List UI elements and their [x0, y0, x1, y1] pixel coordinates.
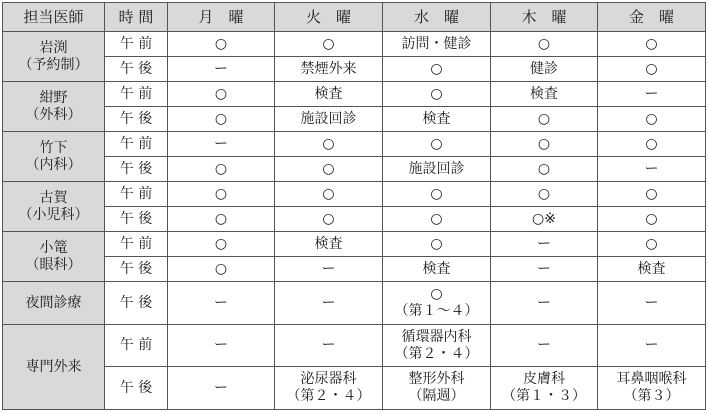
schedule-cell: ○	[168, 157, 275, 182]
header-time: 時 間	[105, 3, 168, 32]
schedule-cell: 泌尿器科 （第２・４）	[275, 367, 383, 410]
schedule-cell: ○	[168, 32, 275, 57]
period-cell: 午 後	[105, 257, 168, 282]
schedule-cell: 施設回診	[275, 107, 383, 132]
table-row	[3, 182, 706, 207]
schedule-cell: 検査	[275, 82, 383, 107]
schedule-cell: 健診	[491, 57, 598, 82]
schedule-cell: ー	[275, 325, 383, 367]
schedule-cell: 検査	[491, 82, 598, 107]
period-cell: 午 後	[105, 107, 168, 132]
schedule-cell: ー	[598, 282, 706, 325]
schedule-cell: ○	[168, 82, 275, 107]
table-row	[3, 157, 706, 182]
doctor-name: 竹下 （内科）	[3, 132, 105, 182]
schedule-cell: ○	[598, 232, 706, 257]
schedule-cell: ○	[168, 207, 275, 232]
table-row	[3, 325, 706, 367]
schedule-cell: ○	[491, 32, 598, 57]
schedule-cell: ー	[598, 325, 706, 367]
period-cell: 午 前	[105, 325, 168, 367]
schedule-cell: 整形外科 （隔週）	[383, 367, 491, 410]
schedule-cell: 施設回診	[383, 157, 491, 182]
period-cell: 午 後	[105, 367, 168, 410]
schedule-cell: ○	[491, 157, 598, 182]
schedule-cell: 検査	[383, 257, 491, 282]
schedule-cell: ー	[168, 57, 275, 82]
period-cell: 午 前	[105, 32, 168, 57]
header-wednesday: 水 曜	[383, 3, 491, 32]
schedule-cell: ー	[491, 282, 598, 325]
schedule-cell: ○	[598, 182, 706, 207]
period-cell: 午 前	[105, 132, 168, 157]
period-cell: 午 後	[105, 57, 168, 82]
schedule-cell: ○※	[491, 207, 598, 232]
schedule-cell: ○	[168, 257, 275, 282]
table-row	[3, 32, 706, 57]
schedule-cell: ○	[383, 82, 491, 107]
schedule-cell: ○	[598, 132, 706, 157]
doctor-name: 小篭 （眼科）	[3, 232, 105, 282]
schedule-cell: ー	[491, 232, 598, 257]
schedule-cell: ー	[168, 282, 275, 325]
schedule-cell: ○	[491, 107, 598, 132]
schedule-cell: ー	[491, 325, 598, 367]
schedule-cell: ○	[383, 207, 491, 232]
table-row	[3, 367, 706, 410]
schedule-cell: ○	[383, 132, 491, 157]
schedule-cell: ○	[275, 182, 383, 207]
schedule-cell: ー	[168, 325, 275, 367]
table-row	[3, 132, 706, 157]
table-row	[3, 207, 706, 232]
header-friday: 金 曜	[598, 3, 706, 32]
header-thursday: 木 曜	[491, 3, 598, 32]
schedule-cell: 皮膚科 （第１・３）	[491, 367, 598, 410]
doctor-name: 紺野 （外科）	[3, 82, 105, 132]
schedule-cell: ○	[383, 232, 491, 257]
schedule-cell: ○	[383, 57, 491, 82]
schedule-cell: ー	[491, 257, 598, 282]
schedule-cell: 検査	[383, 107, 491, 132]
schedule-cell: ○	[598, 32, 706, 57]
schedule-cell: ー	[598, 157, 706, 182]
doctor-schedule-table	[2, 2, 706, 410]
schedule-cell: 訪問・健診	[383, 32, 491, 57]
schedule-cell: 検査	[598, 257, 706, 282]
doctor-name: 夜間診療	[3, 282, 105, 325]
header-doctor: 担当医師	[3, 3, 105, 32]
table-row	[3, 282, 706, 325]
table-row	[3, 57, 706, 82]
schedule-cell: ○	[275, 207, 383, 232]
schedule-cell: 耳鼻咽喉科 （第３）	[598, 367, 706, 410]
schedule-cell: ○	[598, 207, 706, 232]
schedule-cell: ○	[168, 232, 275, 257]
schedule-cell: ○	[168, 107, 275, 132]
table-row	[3, 107, 706, 132]
header-row	[3, 3, 706, 32]
schedule-cell: ○	[598, 107, 706, 132]
period-cell: 午 後	[105, 282, 168, 325]
doctor-name: 岩渕 （予約制）	[3, 32, 105, 82]
period-cell: 午 前	[105, 82, 168, 107]
doctor-name: 古賀 （小児科）	[3, 182, 105, 232]
schedule-cell: ー	[168, 367, 275, 410]
period-cell: 午 前	[105, 232, 168, 257]
schedule-cell: ○	[275, 32, 383, 57]
header-tuesday: 火 曜	[275, 3, 383, 32]
table-row	[3, 257, 706, 282]
schedule-cell: ー	[275, 282, 383, 325]
schedule-cell: ー	[275, 257, 383, 282]
doctor-name: 専門外来	[3, 325, 105, 410]
schedule-cell: ○	[168, 182, 275, 207]
schedule-cell: ー	[168, 132, 275, 157]
schedule-cell: ○	[383, 182, 491, 207]
schedule-cell: ○	[491, 132, 598, 157]
schedule-cell: 循環器内科 （第２・４）	[383, 325, 491, 367]
header-monday: 月 曜	[168, 3, 275, 32]
schedule-cell: ー	[598, 82, 706, 107]
table-row	[3, 232, 706, 257]
schedule-cell: 検査	[275, 232, 383, 257]
period-cell: 午 後	[105, 157, 168, 182]
schedule-cell: ○	[275, 132, 383, 157]
period-cell: 午 前	[105, 182, 168, 207]
schedule-cell: ○	[491, 182, 598, 207]
table-row	[3, 82, 706, 107]
period-cell: 午 後	[105, 207, 168, 232]
schedule-cell: ○	[275, 157, 383, 182]
schedule-cell: ○	[598, 57, 706, 82]
schedule-cell: 禁煙外来	[275, 57, 383, 82]
schedule-cell: ○ （第１～４）	[383, 282, 491, 325]
